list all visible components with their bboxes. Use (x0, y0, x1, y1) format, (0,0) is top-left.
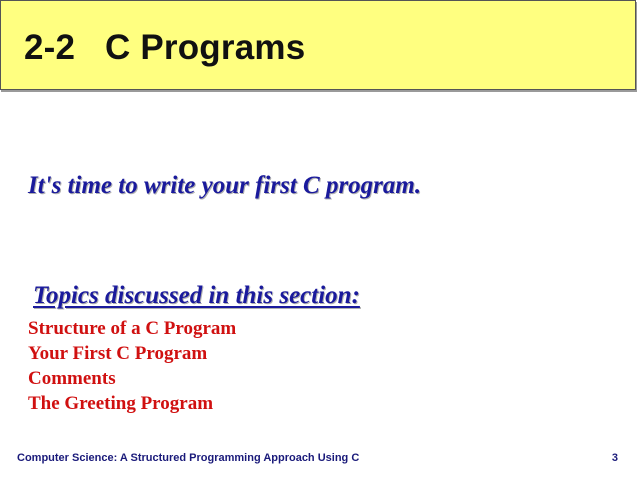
footer-page-number: 3 (611, 452, 618, 464)
slide-title: 2-2 C Programs (24, 28, 306, 67)
topic-item: Comments (28, 368, 116, 389)
topics-list (28, 316, 236, 416)
topic-item: Structure of a C Program (28, 318, 237, 339)
intro-text: It's time to write your first C program. (28, 172, 422, 199)
topic-item: The Greeting Program (28, 393, 214, 414)
topic-item: Your First C Program (28, 343, 208, 364)
title-bar (0, 0, 636, 90)
topics-heading: Topics discussed in this section: (33, 282, 360, 309)
footer-book-title: Computer Science: A Structured Programming Approach Using C (17, 452, 360, 464)
